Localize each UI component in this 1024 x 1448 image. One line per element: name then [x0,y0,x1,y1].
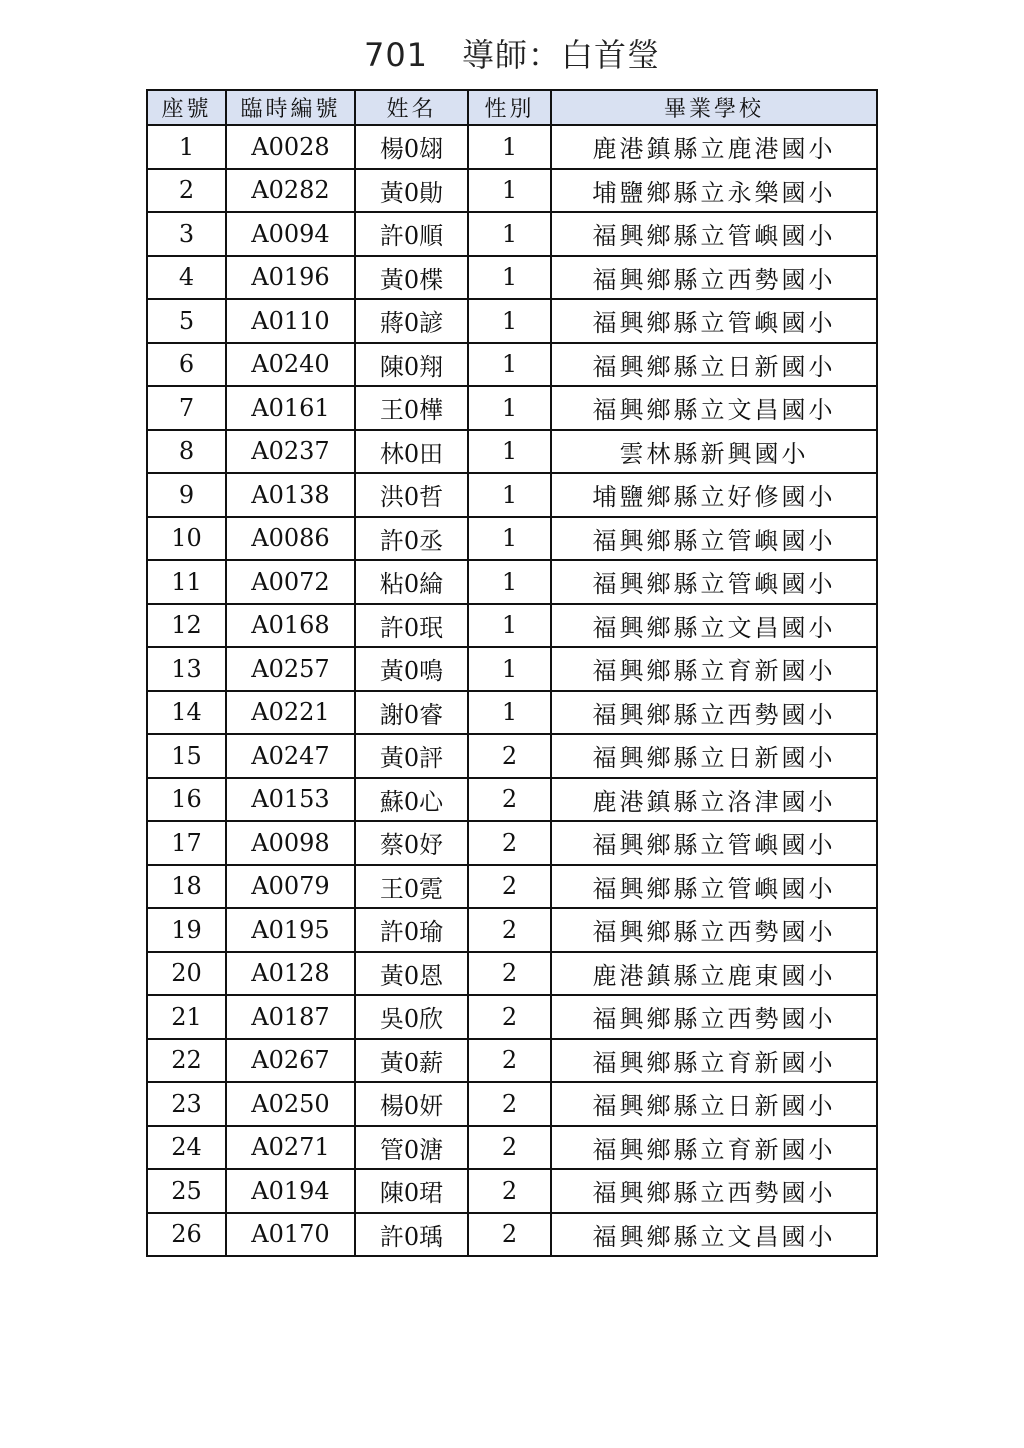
seat-number-cell: 16 [147,778,226,822]
temp-id-cell: A0240 [226,343,355,387]
student-name-cell: 王0霓 [355,865,468,909]
student-name-cell: 蘇0心 [355,778,468,822]
student-name-cell: 許0珉 [355,604,468,648]
table-row [147,821,877,865]
gender-cell: 2 [468,995,551,1039]
school-cell: 福興鄉縣立日新國小 [551,343,877,387]
seat-number-cell: 18 [147,865,226,909]
seat-number-cell: 23 [147,1082,226,1126]
gender-cell: 1 [468,473,551,517]
table-row [147,691,877,735]
temp-id-cell: A0110 [226,299,355,343]
student-name-cell: 許0瑜 [355,908,468,952]
student-name-cell: 黃0鳴 [355,647,468,691]
gender-cell: 2 [468,1082,551,1126]
class-code: 701 [363,36,429,74]
gender-cell: 2 [468,865,551,909]
temp-id-cell: A0187 [226,995,355,1039]
seat-number-cell: 21 [147,995,226,1039]
school-cell: 福興鄉縣立管嶼國小 [551,821,877,865]
gender-cell: 1 [468,647,551,691]
table-row [147,169,877,213]
temp-id-cell: A0072 [226,560,355,604]
school-cell: 福興鄉縣立西勢國小 [551,908,877,952]
school-cell: 埔鹽鄉縣立永樂國小 [551,169,877,213]
table-row [147,299,877,343]
gender-cell: 1 [468,299,551,343]
student-name-cell: 蔡0妤 [355,821,468,865]
seat-number-cell: 14 [147,691,226,735]
table-row [147,734,877,778]
table-row [147,1039,877,1083]
gender-cell: 2 [468,734,551,778]
school-cell: 福興鄉縣立管嶼國小 [551,560,877,604]
school-cell: 福興鄉縣立文昌國小 [551,604,877,648]
header-graduated-school: 畢業學校 [551,90,877,125]
school-cell: 埔鹽鄉縣立好修國小 [551,473,877,517]
school-cell: 福興鄉縣立文昌國小 [551,386,877,430]
student-name-cell: 楊0妍 [355,1082,468,1126]
gender-cell: 2 [468,908,551,952]
temp-id-cell: A0237 [226,430,355,474]
gender-cell: 1 [468,212,551,256]
seat-number-cell: 1 [147,125,226,169]
mentor-label: 導師：白首瑩 [462,36,661,74]
school-cell: 福興鄉縣立西勢國小 [551,256,877,300]
seat-number-cell: 7 [147,386,226,430]
temp-id-cell: A0221 [226,691,355,735]
temp-id-cell: A0196 [226,256,355,300]
temp-id-cell: A0028 [226,125,355,169]
seat-number-cell: 13 [147,647,226,691]
temp-id-cell: A0247 [226,734,355,778]
temp-id-cell: A0094 [226,212,355,256]
school-cell: 福興鄉縣立管嶼國小 [551,299,877,343]
table-row [147,995,877,1039]
school-cell: 福興鄉縣立西勢國小 [551,1169,877,1213]
student-name-cell: 林0田 [355,430,468,474]
temp-id-cell: A0161 [226,386,355,430]
seat-number-cell: 12 [147,604,226,648]
header-row [147,90,877,125]
school-cell: 鹿港鎮縣立洛津國小 [551,778,877,822]
gender-cell: 1 [468,430,551,474]
school-cell: 福興鄉縣立育新國小 [551,647,877,691]
table-row [147,473,877,517]
student-name-cell: 王0樺 [355,386,468,430]
gender-cell: 1 [468,560,551,604]
school-cell: 鹿港鎮縣立鹿東國小 [551,952,877,996]
temp-id-cell: A0194 [226,1169,355,1213]
gender-cell: 2 [468,1169,551,1213]
seat-number-cell: 19 [147,908,226,952]
gender-cell: 1 [468,604,551,648]
seat-number-cell: 15 [147,734,226,778]
student-name-cell: 陳0翔 [355,343,468,387]
school-cell: 福興鄉縣立管嶼國小 [551,865,877,909]
student-name-cell: 粘0綸 [355,560,468,604]
gender-cell: 2 [468,1213,551,1257]
table-row [147,256,877,300]
student-name-cell: 黃0恩 [355,952,468,996]
table-row [147,952,877,996]
student-name-cell: 許0丞 [355,517,468,561]
seat-number-cell: 3 [147,212,226,256]
header-temp-id: 臨時編號 [226,90,355,125]
seat-number-cell: 25 [147,1169,226,1213]
table-row [147,212,877,256]
table-row [147,908,877,952]
table-row [147,1082,877,1126]
header-name: 姓名 [355,90,468,125]
student-name-cell: 黃0評 [355,734,468,778]
temp-id-cell: A0128 [226,952,355,996]
student-name-cell: 謝0睿 [355,691,468,735]
temp-id-cell: A0267 [226,1039,355,1083]
temp-id-cell: A0170 [226,1213,355,1257]
school-cell: 福興鄉縣立文昌國小 [551,1213,877,1257]
student-name-cell: 許0順 [355,212,468,256]
header-gender: 性別 [468,90,551,125]
temp-id-cell: A0195 [226,908,355,952]
table-row [147,517,877,561]
table-row [147,343,877,387]
seat-number-cell: 6 [147,343,226,387]
gender-cell: 1 [468,691,551,735]
temp-id-cell: A0138 [226,473,355,517]
table-row [147,1169,877,1213]
temp-id-cell: A0086 [226,517,355,561]
page-title [0,30,1024,76]
gender-cell: 2 [468,952,551,996]
gender-cell: 2 [468,778,551,822]
seat-number-cell: 26 [147,1213,226,1257]
table-row [147,778,877,822]
temp-id-cell: A0098 [226,821,355,865]
temp-id-cell: A0282 [226,169,355,213]
seat-number-cell: 22 [147,1039,226,1083]
seat-number-cell: 10 [147,517,226,561]
gender-cell: 1 [468,386,551,430]
temp-id-cell: A0079 [226,865,355,909]
gender-cell: 1 [468,256,551,300]
table-row [147,430,877,474]
temp-id-cell: A0257 [226,647,355,691]
student-name-cell: 楊0翃 [355,125,468,169]
student-roster-table [146,89,878,1257]
student-name-cell: 黃0楪 [355,256,468,300]
school-cell: 福興鄉縣立育新國小 [551,1126,877,1170]
gender-cell: 2 [468,1039,551,1083]
school-cell: 福興鄉縣立育新國小 [551,1039,877,1083]
gender-cell: 1 [468,125,551,169]
seat-number-cell: 24 [147,1126,226,1170]
gender-cell: 2 [468,821,551,865]
seat-number-cell: 4 [147,256,226,300]
student-name-cell: 黃0勛 [355,169,468,213]
table-row [147,647,877,691]
school-cell: 鹿港鎮縣立鹿港國小 [551,125,877,169]
seat-number-cell: 17 [147,821,226,865]
student-name-cell: 黃0薪 [355,1039,468,1083]
school-cell: 福興鄉縣立日新國小 [551,1082,877,1126]
student-name-cell: 陳0珺 [355,1169,468,1213]
temp-id-cell: A0153 [226,778,355,822]
temp-id-cell: A0168 [226,604,355,648]
table-row [147,125,877,169]
school-cell: 福興鄉縣立管嶼國小 [551,212,877,256]
table-row [147,865,877,909]
student-name-cell: 蔣0諺 [355,299,468,343]
student-name-cell: 吳0欣 [355,995,468,1039]
gender-cell: 1 [468,343,551,387]
seat-number-cell: 2 [147,169,226,213]
seat-number-cell: 11 [147,560,226,604]
table-row [147,1213,877,1257]
table-row [147,560,877,604]
temp-id-cell: A0250 [226,1082,355,1126]
table-row [147,1126,877,1170]
school-cell: 福興鄉縣立西勢國小 [551,995,877,1039]
school-cell: 福興鄉縣立管嶼國小 [551,517,877,561]
header-seat-number: 座號 [147,90,226,125]
gender-cell: 2 [468,1126,551,1170]
seat-number-cell: 8 [147,430,226,474]
student-name-cell: 管0溏 [355,1126,468,1170]
temp-id-cell: A0271 [226,1126,355,1170]
school-cell: 福興鄉縣立西勢國小 [551,691,877,735]
seat-number-cell: 5 [147,299,226,343]
school-cell: 雲林縣新興國小 [551,430,877,474]
gender-cell: 1 [468,517,551,561]
roster-body [147,125,877,1256]
table-row [147,604,877,648]
student-name-cell: 洪0哲 [355,473,468,517]
gender-cell: 1 [468,169,551,213]
seat-number-cell: 9 [147,473,226,517]
seat-number-cell: 20 [147,952,226,996]
school-cell: 福興鄉縣立日新國小 [551,734,877,778]
table-row [147,386,877,430]
student-name-cell: 許0瑀 [355,1213,468,1257]
